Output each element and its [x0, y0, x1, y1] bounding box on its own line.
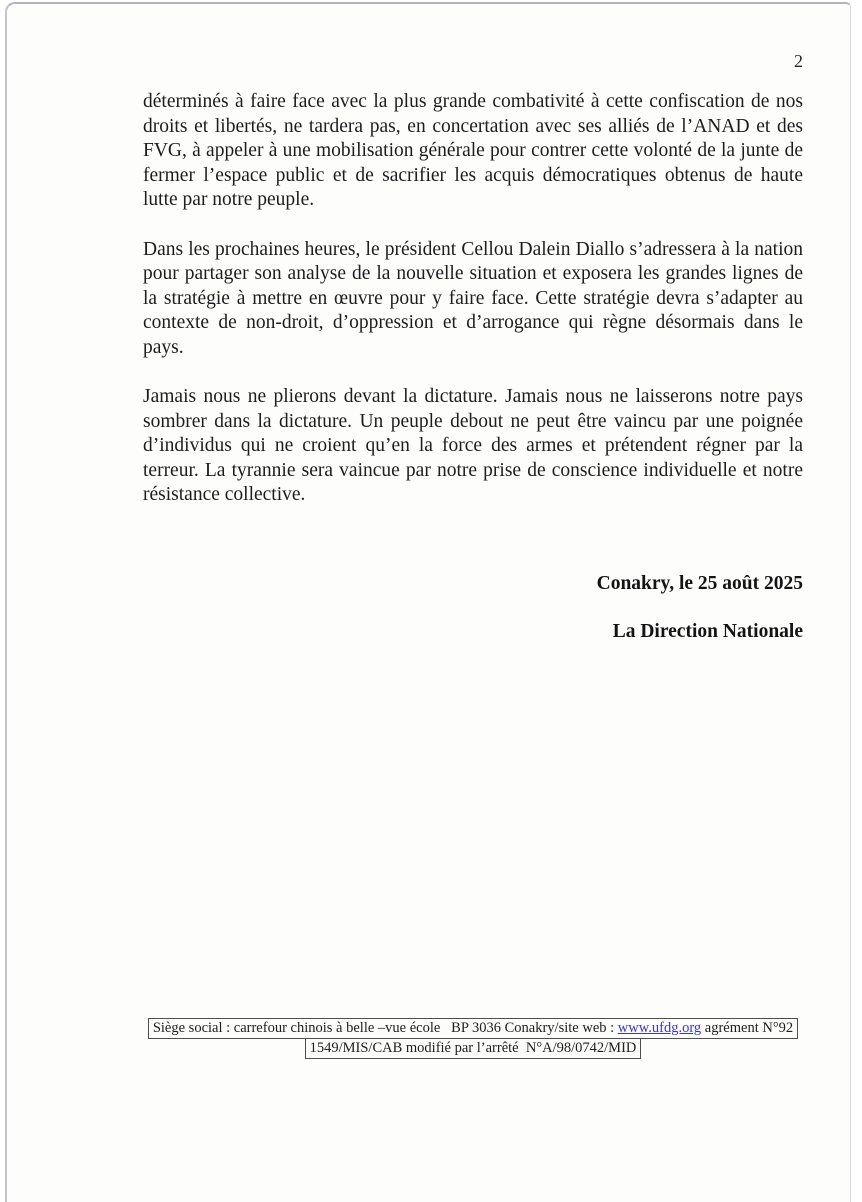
footer-line1-box: [148, 1018, 798, 1039]
paragraph-resistance: Jamais nous ne plierons devant la dictature. Jamais nous ne laisserons notre pays sombrer dans la dictature. Un peuple debout ne peut être vaincu par une poignée d’individus qui ne croient qu’en la force des armes et prétendent régner par la terreur. La tyrannie sera vaincue par notre prise de conscience individuelle et notre résistance collective.: [143, 386, 803, 505]
footer-agrement-text: agrément N°92: [701, 1020, 794, 1036]
signatory-line: La Direction Nationale: [612, 621, 803, 642]
page-footer: [143, 1018, 803, 1059]
footer-line2-box: 1549/MIS/CAB modifié par l’arrêté N°A/98/0742/MID: [305, 1038, 642, 1059]
signature-block: [597, 572, 803, 644]
paragraph-mobilisation: déterminés à faire face avec la plus grande combativité à cette confiscation de nos droits et libertés, ne tardera pas, en concertation avec ses alliés de l’ANAD et des FVG, à appeler à une mobilisation générale pour contrer cette volonté de la junte de fermer l’espace public et de sacrifier les acquis démocratiques obtenus de haute lutte par notre peuple.: [143, 91, 803, 210]
footer-address-text: Siège social : carrefour chinois à belle –vue école BP 3036 Conakry/site web :: [152, 1020, 618, 1036]
paragraph-president-address: Dans les prochaines heures, le président Cellou Dalein Diallo s’adressera à la nation pour partager son analyse de la nouvelle situation et exposera les grandes lignes de la stratégie à mettre en œuvre pour y faire face. Cette stratégie devra s’adapter au contexte de non-droit, d’oppression et d’arrogance qui règne désormais dans le pays.: [143, 238, 803, 358]
date-place-line: Conakry, le 25 août 2025: [596, 573, 803, 594]
page-number: 2: [794, 51, 803, 71]
document-body: [143, 90, 803, 533]
footer-website-link[interactable]: www.ufdg.org: [617, 1020, 702, 1036]
